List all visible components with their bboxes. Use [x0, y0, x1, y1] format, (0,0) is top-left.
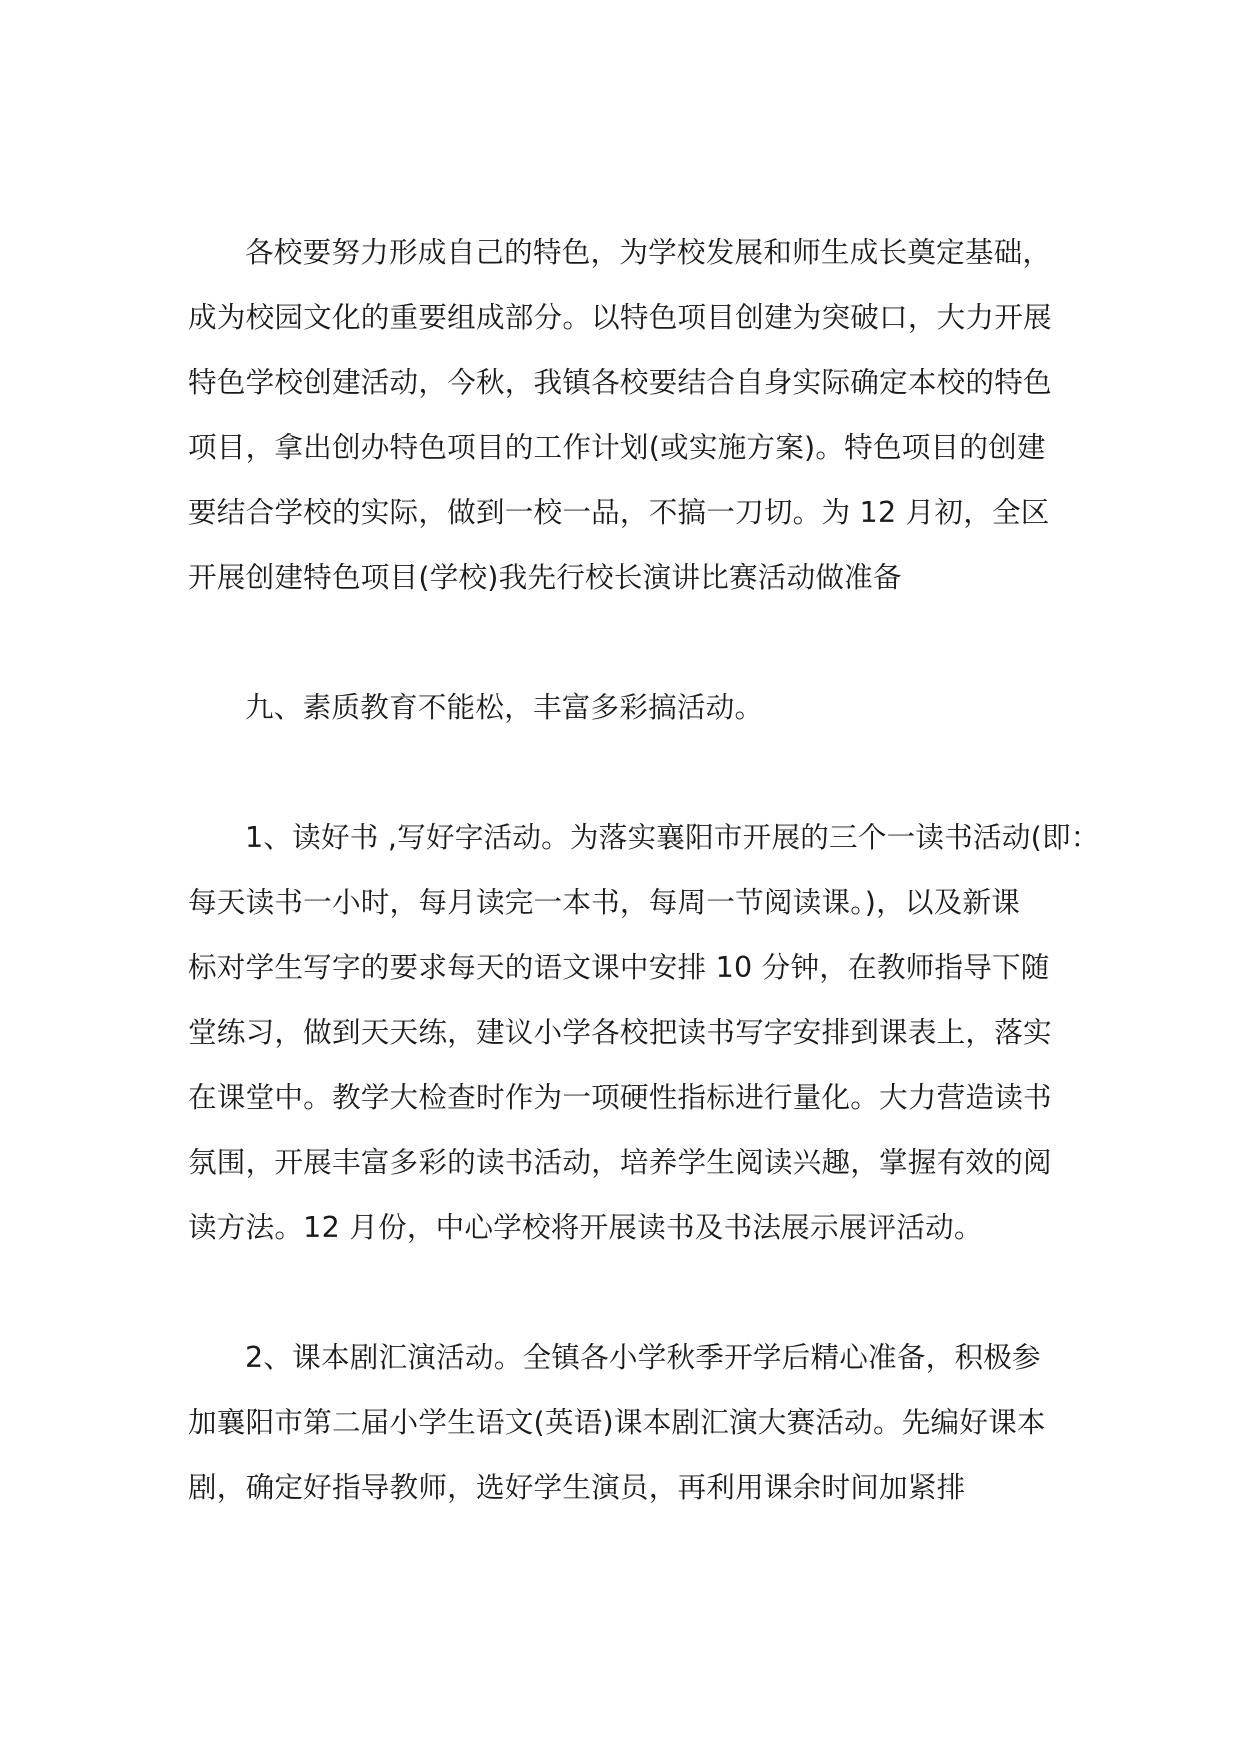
text-line: 每天读书一小时，每月读完一本书，每周一节阅读课。)，以及新课	[188, 885, 1021, 919]
text-line: 堂练习，做到天天练，建议小学各校把读书写字安排到课表上，落实	[188, 1015, 1052, 1049]
text-line: 在课堂中。教学大检查时作为一项硬性指标进行量化。大力营造读书	[188, 1080, 1052, 1114]
text-line: 剧，确定好指导教师，选好学生演员，再利用课余时间加紧排	[188, 1470, 966, 1504]
text-line: 九、素质教育不能松，丰富多彩搞活动。	[245, 690, 764, 724]
paragraph-textbook-drama	[188, 1325, 1058, 1520]
document-body	[188, 220, 1100, 1520]
paragraph-reading-writing	[188, 805, 1100, 1260]
text-line: 各校要努力形成自己的特色，为学校发展和师生成长奠定基础，	[245, 235, 1052, 269]
paragraph-school-characteristics	[188, 220, 1058, 610]
paragraph-gap	[188, 610, 1058, 675]
text-line: 成为校园文化的重要组成部分。以特色项目创建为突破口，大力开展	[188, 300, 1052, 334]
section-heading-nine	[188, 675, 1058, 740]
text-line: 开展创建特色项目(学校)我先行校长演讲比赛活动做准备	[188, 560, 902, 594]
paragraph-gap	[188, 1260, 1058, 1325]
text-line: 读方法。12 月份，中心学校将开展读书及书法展示展评活动。	[188, 1210, 983, 1244]
text-line: 特色学校创建活动，今秋，我镇各校要结合自身实际确定本校的特色	[188, 365, 1052, 399]
text-line: 1、读好书 ,写好字活动。为落实襄阳市开展的三个一读书活动(即：	[245, 820, 1100, 854]
text-line: 标对学生写字的要求每天的语文课中安排 10 分钟，在教师指导下随	[188, 950, 1050, 984]
text-line: 要结合学校的实际，做到一校一品，不搞一刀切。为 12 月初，全区	[188, 495, 1050, 529]
text-line: 项目，拿出创办特色项目的工作计划(或实施方案)。特色项目的创建	[188, 430, 1046, 464]
text-line: 加襄阳市第二届小学生语文(英语)课本剧汇演大赛活动。先编好课本	[188, 1405, 1046, 1439]
text-line: 氛围，开展丰富多彩的读书活动，培养学生阅读兴趣，掌握有效的阅	[188, 1145, 1052, 1179]
paragraph-gap	[188, 740, 1058, 805]
text-line: 2、课本剧汇演活动。全镇各小学秋季开学后精心准备，积极参	[245, 1340, 1041, 1374]
